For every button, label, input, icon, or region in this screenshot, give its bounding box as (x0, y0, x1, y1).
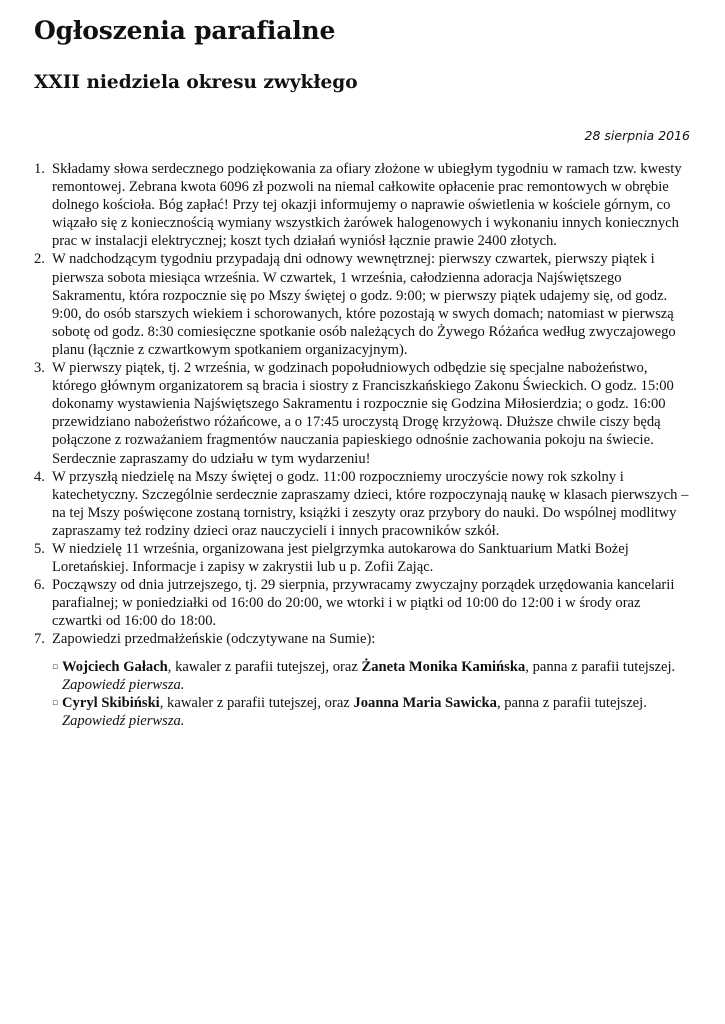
item-text: Począwszy od dnia jutrzejszego, tj. 29 sierpnia, przywracamy zwyczajny porządek urzędowania kancelarii parafialnej; w poniedziałki od 16:00 do 20:00, we wtorki i w piątki od 10:00 do 12:00 i w środy oraz czwartki od 16:00 do 18:00. (52, 577, 675, 630)
banns-note: Zapowiedź pierwsza. (62, 712, 185, 729)
item-number: 7. (34, 631, 45, 648)
banns-text: , panna z parafii tutejszej. (496, 694, 647, 711)
banns-item (52, 694, 694, 730)
item-text: Zapowiedzi przedmałżeńskie (odczytywane na Sumie): (52, 631, 376, 648)
list-item (34, 250, 694, 359)
groom-name: Wojciech Gałach (62, 658, 168, 675)
announcement-list (34, 160, 694, 730)
bullet-icon: ▫ (52, 661, 59, 672)
item-text: W pierwszy piątek, tj. 2 września, w godzinach popołudniowych odbędzie się specjalne nabożeństwo, którego głównym organizatorem są bracia i siostry z Franciszkańskiego Zakonu Świeckich. O godz. 15:00 dokonamy wystawienia Najświętszego Sakramentu i rozpocznie się Godzina Miłosierdzia; o godz. 16:00 przewidziano nabożeństwo różańcowe, a o 17:45 uroczystą Drogę krzyżową. Dłuższe chwile ciszy będą połączone z rozważaniem fragmentów nauczania papieskiego odnośnie zachowania pokoju na świecie. Serdecznie zapraszamy do udziału w tym wydarzeniu! (52, 360, 674, 467)
item-text: W nadchodzącym tygodniu przypadają dni odnowy wewnętrznej: pierwszy czwartek, pierwszy piątek i pierwsza sobota miesiąca września. W czwartek, 1 września, całodzienna adoracja Najświętszego Sakramentu, która rozpocznie się po Mszy świętej o godz. 9:00; w pierwszy piątek udajemy się, od godz. 9:00, do osób starszych wiekiem i schorowanych, które pozostają w swych domach; natomiast w pierwszą sobotę od godz. 8:30 comiesięczne spotkanie osób należących do Żywego Różańca według zwyczajowego planu (łącznie z czwartkowym spotkaniem organizacyjnym). (52, 251, 676, 358)
banns-list (52, 658, 694, 730)
item-number: 1. (34, 161, 45, 177)
announcement-content (34, 160, 694, 730)
item-text: W przyszłą niedzielę na Mszy świętej o godz. 11:00 rozpoczniemy uroczyście nowy rok szkolny i katechetyczny. Szczególnie serdecznie zapraszamy dzieci, które rozpoczynają naukę w klasach pierwszych – na tej Mszy poświęcone zostaną tornistry, książki i zeszyty oraz przybory do nauki. Do wspólnej modlitwy zapraszamy też rodziny dzieci oraz nauczycieli i innych pracowników szkół. (52, 468, 689, 539)
list-item (34, 576, 694, 630)
bride-name: Żaneta Monika Kamińska (361, 658, 526, 675)
banns-text: , panna z parafii tutejszej. (525, 658, 676, 675)
item-number: 6. (34, 577, 45, 594)
banns-text: , kawaler z parafii tutejszej, oraz (167, 658, 362, 675)
list-item (34, 359, 694, 468)
item-number: 5. (34, 540, 45, 557)
list-item (34, 468, 694, 540)
list-item (34, 630, 694, 729)
announcement-date: 28 sierpnia 2016 (584, 128, 690, 143)
item-text: W niedzielę 11 września, organizowana jest pielgrzymka autokarowa do Sanktuarium Matki Bożej Loretańskiej. Informacje i zapisy w zakrystii lub u p. Zofii Zając. (52, 540, 629, 576)
page-title: Ogłoszenia parafialne (34, 16, 336, 45)
page-subtitle: XXII niedziela okresu zwykłego (34, 72, 358, 93)
list-item (34, 160, 694, 250)
list-item (34, 540, 694, 576)
bullet-icon: ▫ (52, 697, 59, 708)
banns-note: Zapowiedź pierwsza. (62, 676, 185, 693)
item-number: 3. (34, 360, 45, 377)
groom-name: Cyryl Skibiński (62, 694, 160, 711)
item-number: 4. (34, 468, 45, 485)
item-number: 2. (34, 251, 45, 268)
banns-text: , kawaler z parafii tutejszej, oraz (159, 694, 354, 711)
bride-name: Joanna Maria Sawicka (353, 694, 497, 711)
banns-item (52, 658, 694, 694)
item-text: Składamy słowa serdecznego podziękowania za ofiary złożone w ubiegłym tygodniu w ramach tzw. kwesty remontowej. Zebrana kwota 6096 zł pozwoli na niemal całkowite opłacenie prac remontowych w obrębie dolnego kościoła. Bóg zapłać! Przy tej okazji informujemy o naprawie oświetlenia w kościele górnym, co wiązało się z koniecznością wymiany wszystkich żarówek halogenowych i wykonaniu innych koniecznych prac w instalacji elektrycznej; koszt tych działań wyniósł łącznie prawie 2400 złotych. (52, 161, 682, 250)
